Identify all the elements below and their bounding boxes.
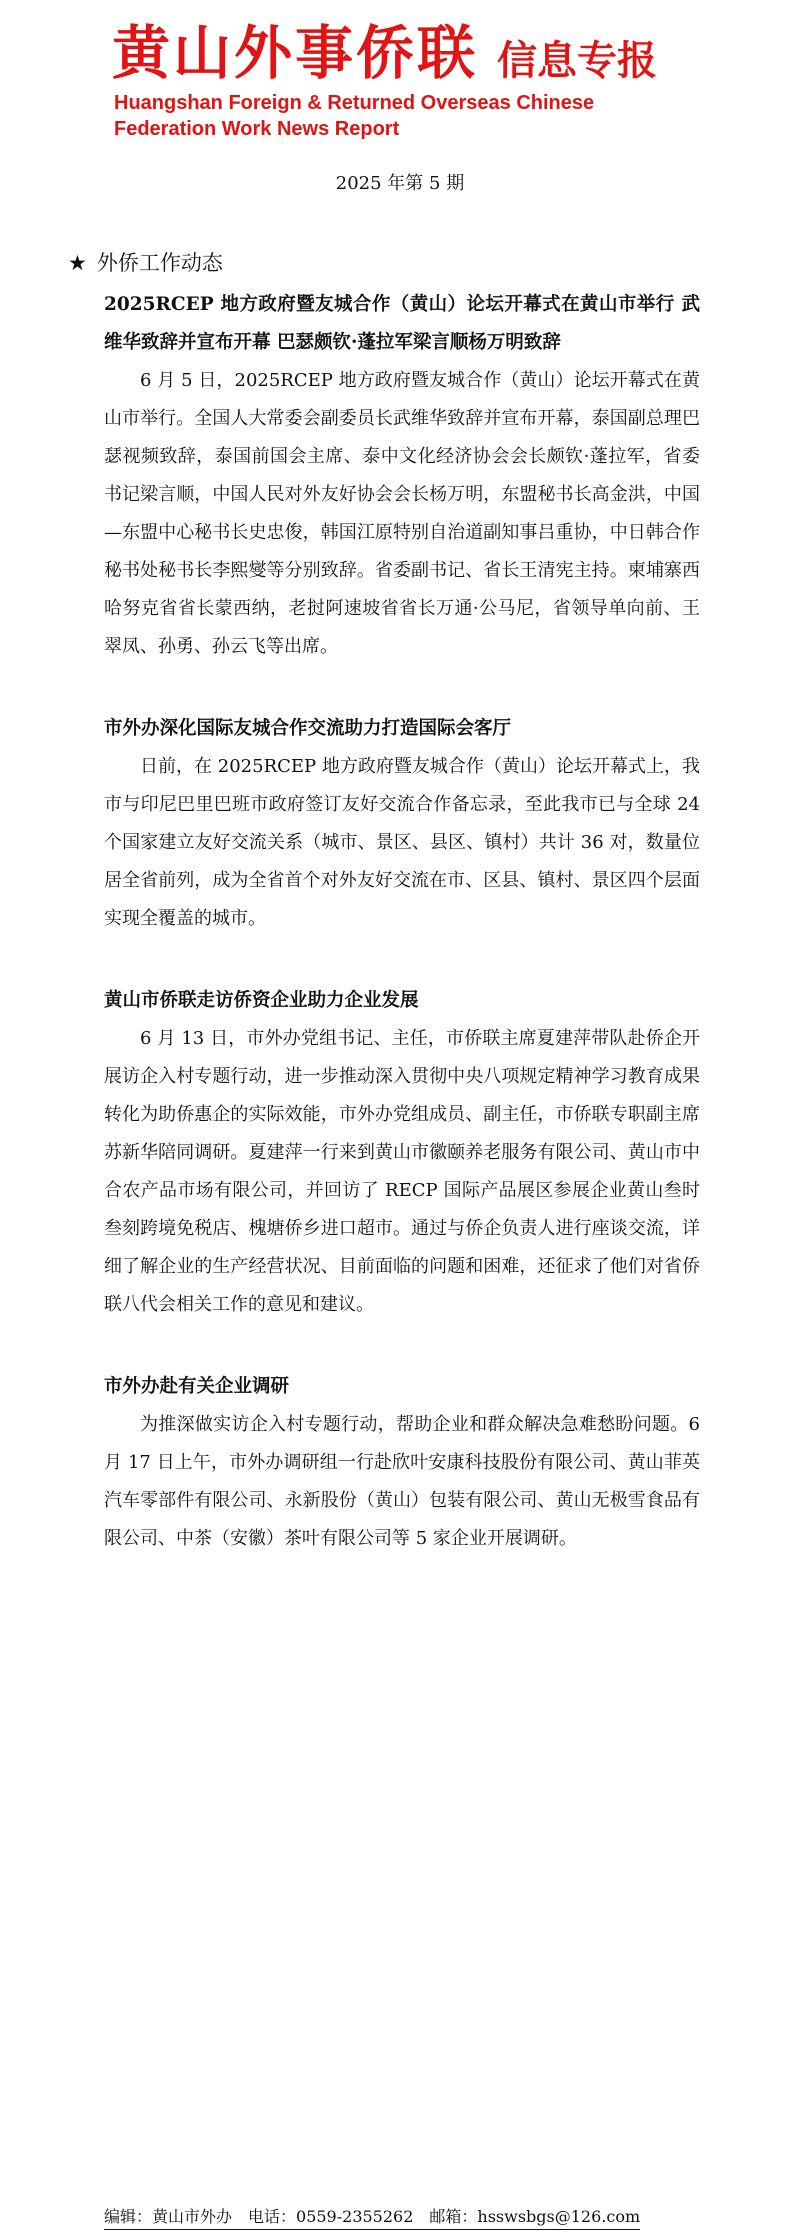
article bbox=[104, 982, 700, 1324]
article-headline: 市外办深化国际友城合作交流助力打造国际会客厅 bbox=[104, 718, 512, 739]
footer-contact bbox=[104, 2206, 640, 2230]
issue-number: 2025 年第 5 期 bbox=[335, 173, 465, 194]
article bbox=[104, 1368, 700, 1558]
article-list bbox=[104, 286, 700, 1602]
article-headline: 2025RCEP 地方政府暨友城合作（黄山）论坛开幕式在黄山市举行 武维华致辞并宣布开幕 巴瑟颇钦·蓬拉军梁言顺杨万明致辞 bbox=[104, 294, 700, 353]
footer-email[interactable]: 邮箱：hsswsbgs@126.com bbox=[429, 2207, 641, 2226]
masthead-title: 黄山外事侨联 bbox=[112, 19, 479, 87]
section-title: 外侨工作动态 bbox=[96, 251, 223, 275]
masthead-subtitle: 信息专报 bbox=[497, 38, 657, 84]
star-icon: ★ bbox=[68, 251, 87, 275]
article bbox=[104, 710, 700, 938]
section-heading bbox=[68, 248, 223, 278]
article-body: 6 月 13 日，市外办党组书记、主任，市侨联主席夏建萍带队赴侨企开展访企入村专题行动，进一步推动深入贯彻中央八项规定精神学习教育成果转化为助侨惠企的实际效能，市外办党组成员、副主任，市侨联专职副主席苏新华陪同调研。夏建萍一行来到黄山市徽颐养老服务有限公司、黄山市中合农产品市场有限公司，并回访了 RECP 国际产品展区参展企业黄山叁时叁刻跨境免税店、槐塘侨乡进口超市。通过与侨企负责人进行座谈交流，详细了解企业的生产经营状况、目前面临的问题和困难，还征求了他们对省侨联八代会相关工作的意见和建议。 bbox=[104, 1028, 700, 1315]
article-body: 日前，在 2025RCEP 地方政府暨友城合作（黄山）论坛开幕式上，我市与印尼巴里巴班市政府签订友好交流合作备忘录，至此我市已与全球 24 个国家建立友好交流关系（城市、景区、县区、镇村）共计 36 对，数量位居全省前列，成为全省首个对外友好交流在市、区县、镇村、景区四个层面实现全覆盖的城市。 bbox=[104, 756, 700, 929]
article-headline: 市外办赴有关企业调研 bbox=[104, 1376, 290, 1397]
masthead bbox=[112, 18, 712, 138]
article bbox=[104, 286, 700, 666]
article-body: 6 月 5 日，2025RCEP 地方政府暨友城合作（黄山）论坛开幕式在黄山市举行。全国人大常委会副委员长武维华致辞并宣布开幕，泰国副总理巴瑟视频致辞，泰国前国会主席、泰中文化经济协会会长颇钦·蓬拉军，省委书记梁言顺，中国人民对外友好协会会长杨万明，东盟秘书长高金洪，中国—东盟中心秘书长史忠俊，韩国江原特别自治道副知事吕重协，中日韩合作秘书处秘书长李熙燮等分别致辞。省委副书记、省长王清宪主持。柬埔寨西哈努克省省长蒙西纳，老挝阿速坡省省长万通·公马尼，省领导单向前、王翠凤、孙勇、孙云飞等出席。 bbox=[104, 370, 700, 657]
masthead-english-line1: Huangshan Foreign & Returned Overseas Chinese bbox=[114, 92, 595, 114]
footer-phone: 电话：0559-2355262 bbox=[248, 2207, 414, 2226]
article-headline: 黄山市侨联走访侨资企业助力企业发展 bbox=[104, 990, 419, 1011]
article-body: 为推深做实访企入村专题行动，帮助企业和群众解决急难愁盼问题。6 月 17 日上午，市外办调研组一行赴欣叶安康科技股份有限公司、黄山菲英汽车零部件有限公司、永新股份（黄山）包装有限公司、黄山无极雪食品有限公司、中茶（安徽）茶叶有限公司等 5 家企业开展调研。 bbox=[104, 1414, 700, 1549]
footer-editor: 编辑：黄山市外办 bbox=[104, 2207, 233, 2226]
masthead-english-line2: Federation Work News Report bbox=[114, 118, 400, 140]
